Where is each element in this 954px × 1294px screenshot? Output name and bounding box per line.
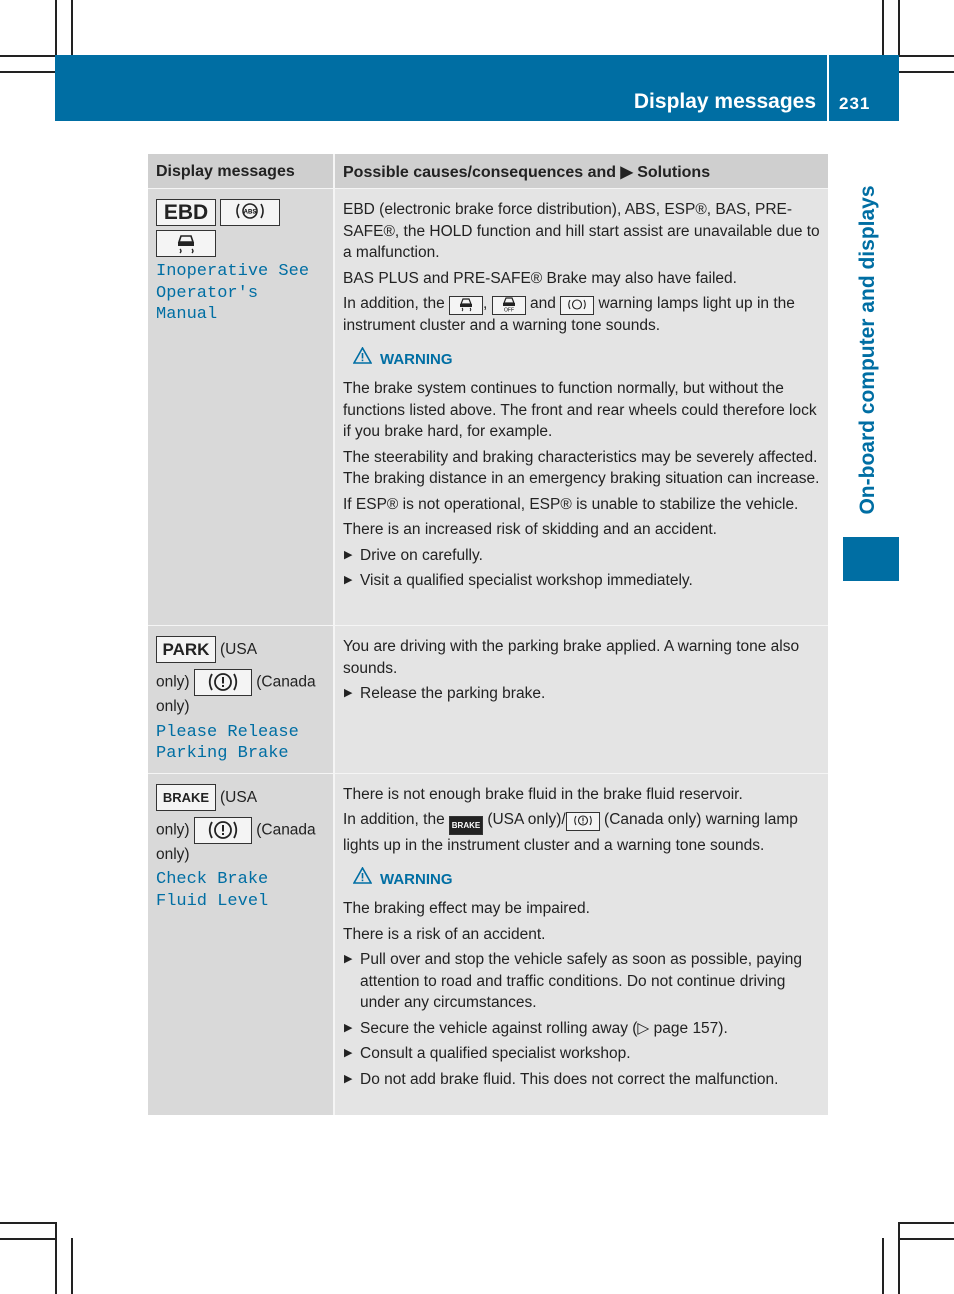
paragraph: The brake system continues to function normally, but without the functions listed above. The front and rear wheels could therefore lock if you brake hard, for example. (343, 380, 817, 440)
list-item-text: Release the parking brake. (360, 685, 546, 702)
text: (USA only)/ (487, 811, 566, 828)
crop-mark (898, 1222, 900, 1294)
list-item (343, 683, 821, 705)
display-messages-table (148, 154, 828, 1115)
crop-mark (0, 71, 55, 73)
ebd-icon: EBD (156, 199, 216, 226)
paragraph: There is an increased risk of skidding and an accident. (343, 521, 717, 538)
page-number: 231 (839, 94, 871, 113)
display-message: Inoperative See Operator's Manual (156, 262, 310, 324)
display-message: Please Release Parking Brake (156, 722, 299, 763)
crop-mark (899, 1238, 954, 1240)
crop-mark (899, 55, 954, 57)
table-row (148, 773, 828, 1115)
paragraph (343, 809, 821, 857)
message-cell: BRAKE (USA only) (Canada only) Check Brake Fluid Level (148, 773, 334, 1115)
message-cell: PARK (USA only) (Canada only) Please Release Parking Brake (148, 626, 334, 774)
bullet-arrow-icon: ▶ (344, 574, 353, 586)
crop-mark (882, 0, 884, 55)
paragraph: There is not enough brake fluid in the brake fluid reservoir. (343, 785, 743, 803)
bullet-arrow-icon: ▶ (344, 953, 353, 965)
note: only) (156, 845, 190, 863)
warning-triangle-icon (353, 347, 372, 371)
abs-icon (560, 296, 594, 315)
crop-mark (0, 1238, 55, 1240)
page-reference-link[interactable]: Secure the vehicle against rolling away (▷ page 157). (360, 1019, 728, 1037)
esp-icon (449, 296, 483, 315)
text: In addition, the (343, 295, 445, 312)
brake-icon: BRAKE (156, 784, 216, 811)
column-header: Display messages (148, 154, 334, 189)
crop-mark (882, 1238, 884, 1294)
list-item (343, 570, 821, 592)
bullet-arrow-icon: ▶ (344, 1047, 353, 1059)
crop-mark (71, 1238, 73, 1294)
crop-mark (899, 71, 954, 73)
display-message: Check Brake Fluid Level (156, 870, 269, 911)
message-cell (148, 189, 334, 626)
crop-mark (899, 1222, 954, 1224)
crop-mark (55, 1222, 57, 1294)
park-icon: PARK (156, 636, 216, 663)
brake-warning-icon (566, 812, 600, 831)
crop-mark (71, 0, 73, 55)
text: , (483, 295, 488, 312)
paragraph: You are driving with the parking brake applied. A warning tone also sounds. (343, 638, 800, 677)
list-item (343, 1069, 821, 1091)
paragraph: The steerability and braking characteristics may be severely affected. The braking distance in an emergency braking situation can increase. (343, 448, 820, 487)
brake-warning-icon (194, 669, 252, 696)
table-row (148, 626, 828, 774)
paragraph: BAS PLUS and PRE-SAFE® Brake may also have failed. (343, 269, 737, 287)
svg-text:ABS: ABS (243, 209, 257, 216)
list-item-text: Visit a qualified specialist workshop immediately. (360, 572, 693, 589)
paragraph (343, 293, 821, 337)
warning-heading (353, 347, 821, 371)
solution-cell (334, 773, 828, 1115)
bullet-arrow-icon: ▶ (344, 1072, 353, 1085)
column-header: Possible causes/consequences and ▶ Solutions (334, 154, 828, 189)
crop-mark (898, 0, 900, 55)
paragraph: EBD (electronic brake force distribution), ABS, ESP®, BAS, PRE-SAFE®, the HOLD function and hill start assist are unavailable due to a malfunction. (343, 201, 820, 261)
list-item (343, 545, 821, 567)
bullet-arrow-icon: ▶ (344, 1021, 353, 1034)
list-item-text: Do not add brake fluid. This does not correct the malfunction. (360, 1070, 779, 1088)
warning-label: WARNING (380, 870, 453, 888)
solution-cell (334, 626, 828, 774)
list-item-text: Drive on carefully. (360, 546, 483, 564)
list-item (343, 1043, 821, 1065)
text: In addition, the (343, 811, 445, 828)
paragraph: The braking effect may be impaired. (343, 900, 590, 917)
crop-mark (55, 0, 57, 55)
table-row (148, 189, 828, 626)
solution-cell (334, 189, 828, 626)
brake-icon: BRAKE (449, 816, 483, 835)
list-item (343, 1018, 821, 1040)
page-title: Display messages (633, 90, 816, 113)
list-item (343, 949, 821, 1014)
text: warning lamps light up in the instrument cluster and a warning tone sounds. (343, 295, 795, 334)
text: and (529, 295, 556, 312)
bullet-arrow-icon: ▶ (344, 687, 353, 699)
crop-mark (0, 55, 55, 57)
svg-text:OFF: OFF (503, 307, 514, 312)
paragraph: If ESP® is not operational, ESP® is unable to stabilize the vehicle. (343, 495, 799, 513)
warning-label: WARNING (380, 350, 453, 368)
text: (Canada only) warning lamp lights up in the instrument cluster and a warning tone sounds. (343, 811, 798, 854)
side-tab (843, 537, 899, 581)
list-item-text: Consult a qualified specialist workshop. (360, 1045, 631, 1062)
bullet-arrow-icon: ▶ (344, 548, 353, 561)
paragraph: There is a risk of an accident. (343, 925, 546, 943)
crop-mark (0, 1222, 55, 1224)
note: only) (156, 698, 190, 715)
warning-triangle-icon (353, 867, 372, 891)
header-divider (827, 55, 829, 121)
esp-icon (156, 230, 216, 257)
esp-off-icon (492, 296, 526, 315)
abs-icon (220, 199, 280, 226)
warning-heading (353, 867, 821, 891)
brake-warning-icon (194, 817, 252, 844)
list-item-text: Pull over and stop the vehicle safely as soon as possible, paying attention to road and traffic conditions. Do not continue driving under any circumstances. (360, 951, 803, 1011)
